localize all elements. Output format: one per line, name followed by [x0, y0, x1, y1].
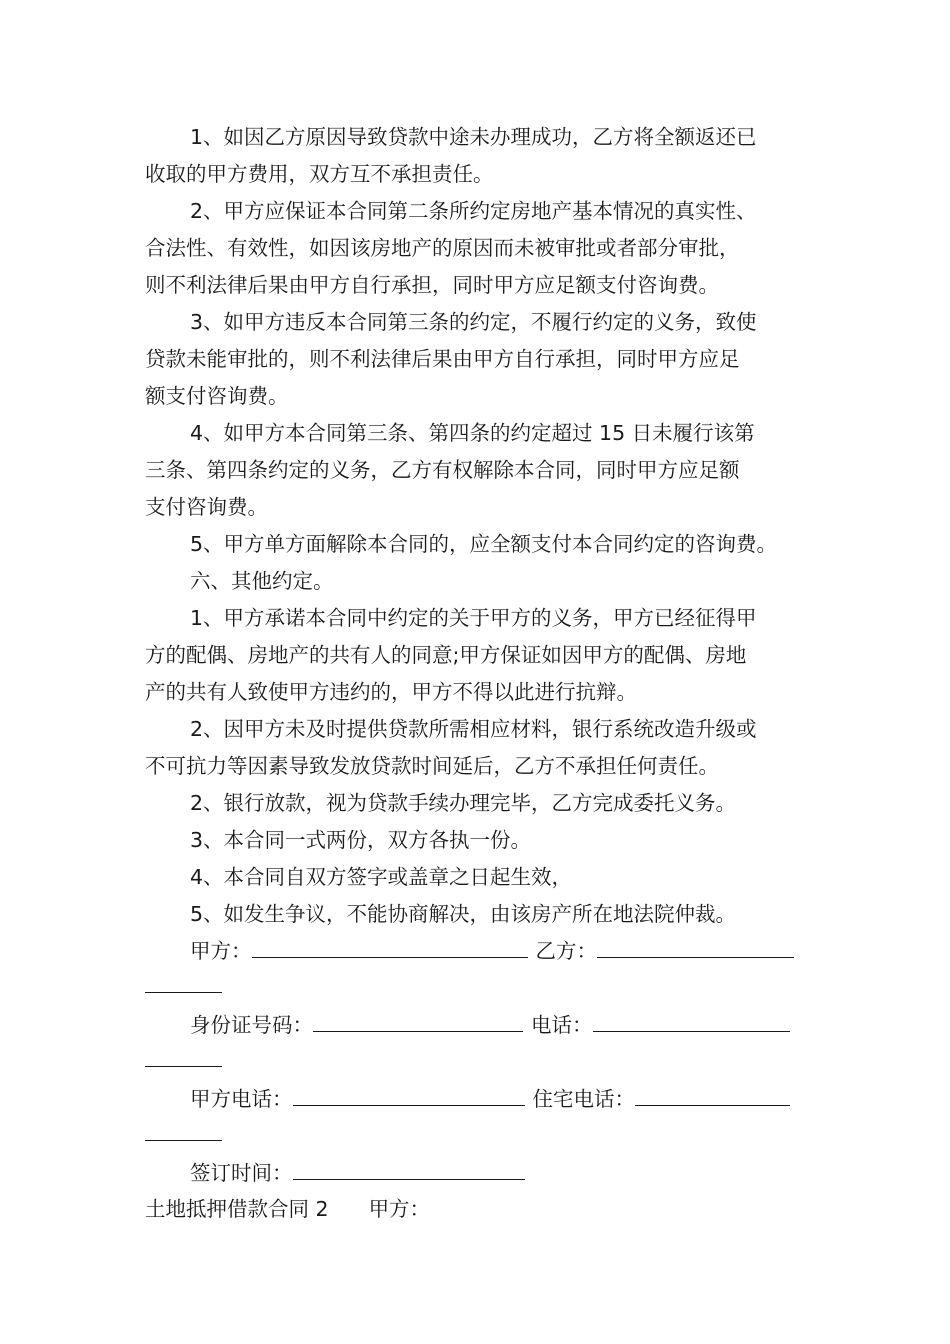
clause-text: 2、因甲方未及时提供贷款所需相应材料，银行系统改造升级或 — [190, 717, 757, 741]
signature-row-continuation — [145, 1046, 222, 1074]
phone-blank[interactable] — [593, 1012, 790, 1032]
clause-text: 3、本合同一式两份，双方各执一份。 — [190, 828, 532, 852]
party-a-label: 甲方： — [190, 939, 252, 963]
home-phone-label: 住宅电话： — [532, 1087, 635, 1111]
clause-text: 3、如甲方违反本合同第三条的约定，不履行约定的义务，致使 — [190, 310, 757, 334]
party-a-blank[interactable] — [252, 938, 528, 958]
clause-text: 额支付咨询费。 — [145, 384, 289, 408]
sign-date-label: 签订时间： — [190, 1161, 293, 1185]
clause-text: 4、如甲方本合同第三条、第四条的约定超过 15 日未履行该第 — [190, 421, 755, 445]
signature-row-phones — [190, 1085, 790, 1113]
next-contract-party-a: 甲方： — [368, 1197, 431, 1221]
home-phone-blank-continued[interactable] — [145, 1121, 222, 1141]
clause-text: 则不利法律后果由甲方自行承担，同时甲方应足额支付咨询费。 — [145, 273, 719, 297]
clause-text: 5、如发生争议，不能协商解决，由该房产所在地法院仲裁。 — [190, 902, 737, 926]
clause-text: 方的配偶、房地产的共有人的同意;甲方保证如因甲方的配偶、房地 — [145, 643, 747, 667]
party-b-blank[interactable] — [597, 938, 794, 958]
clause-text: 2、银行放款，视为贷款手续办理完毕，乙方完成委托义务。 — [190, 791, 737, 815]
signature-row-id — [190, 1011, 790, 1039]
signature-row-parties — [190, 937, 794, 965]
clause-text: 1、如因乙方原因导致贷款中途未办理成功，乙方将全额返还已 — [190, 125, 757, 149]
clause-text: 4、本合同自双方签字或盖章之日起生效， — [190, 865, 573, 889]
party-b-label: 乙方： — [535, 939, 597, 963]
party-a-phone-blank[interactable] — [293, 1086, 525, 1106]
clause-text: 5、甲方单方面解除本合同的，应全额支付本合同约定的咨询费。 — [190, 532, 778, 556]
clause-text: 合法性、有效性，如因该房地产的原因而未被审批或者部分审批， — [145, 236, 740, 260]
clause-text: 2、甲方应保证本合同第二条所约定房地产基本情况的真实性、 — [190, 199, 757, 223]
signature-row-continuation — [145, 1120, 222, 1148]
clause-text: 三条、第四条约定的义务，乙方有权解除本合同，同时甲方应足额 — [145, 458, 740, 482]
next-contract-line — [145, 1195, 430, 1223]
home-phone-blank[interactable] — [635, 1086, 790, 1106]
clause-text: 不可抗力等因素导致发放贷款时间延后，乙方不承担任何责任。 — [145, 754, 719, 778]
party-b-blank-continued[interactable] — [145, 973, 222, 993]
next-contract-title: 土地抵押借款合同 2 — [145, 1197, 329, 1221]
clause-text: 支付咨询费。 — [145, 495, 268, 519]
phone-blank-continued[interactable] — [145, 1047, 222, 1067]
phone-label: 电话： — [531, 1013, 593, 1037]
clause-text: 收取的甲方费用，双方互不承担责任。 — [145, 162, 494, 186]
sign-date-blank[interactable] — [293, 1160, 525, 1180]
party-a-phone-label: 甲方电话： — [190, 1087, 293, 1111]
clause-text: 1、甲方承诺本合同中约定的关于甲方的义务，甲方已经征得甲 — [190, 606, 757, 630]
id-number-blank[interactable] — [313, 1012, 523, 1032]
signature-row-continuation — [145, 972, 222, 1000]
id-number-label: 身份证号码： — [190, 1013, 313, 1037]
clause-text: 产的共有人致使甲方违约的，甲方不得以此进行抗辩。 — [145, 680, 637, 704]
signature-row-date — [190, 1159, 525, 1187]
clause-text: 贷款未能审批的，则不利法律后果由甲方自行承担，同时甲方应足 — [145, 347, 740, 371]
section-heading: 六、其他约定。 — [190, 569, 334, 593]
